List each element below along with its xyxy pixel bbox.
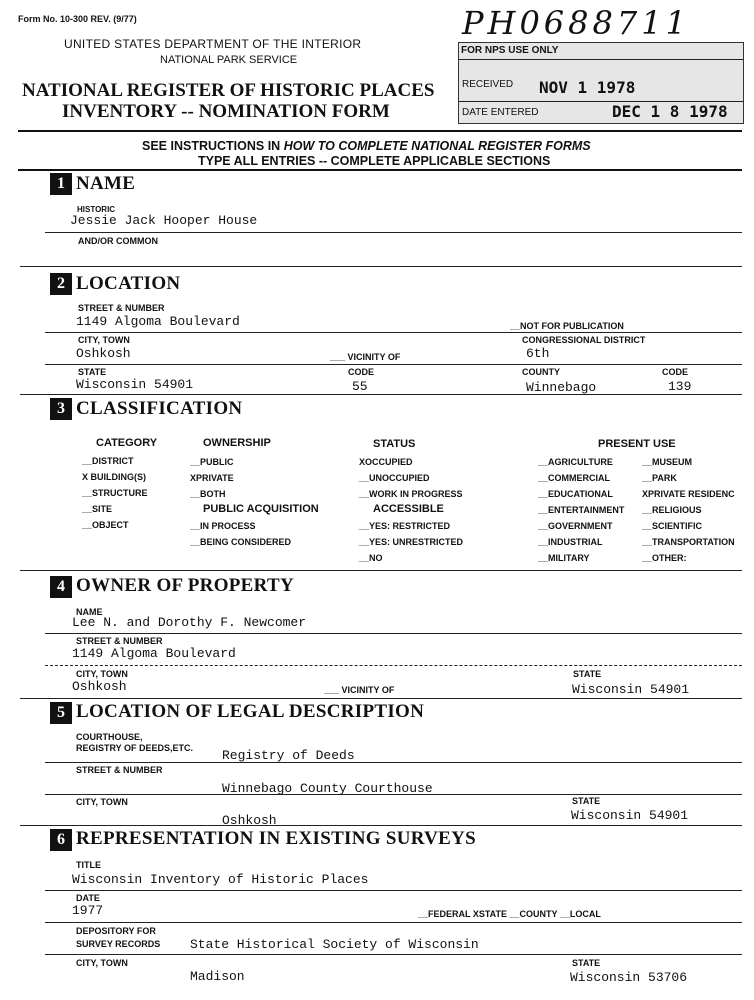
category-option: __DISTRICT (82, 456, 134, 466)
acquisition-option: __IN PROCESS (190, 521, 256, 531)
survey-city-value: Madison (190, 969, 245, 984)
ownership-option: XPRIVATE (190, 473, 234, 483)
form-title-line2: INVENTORY -- NOMINATION FORM (62, 101, 390, 122)
survey-date-label: DATE (76, 893, 100, 903)
owner-city-label: CITY, TOWN (76, 669, 128, 679)
category-option: __STRUCTURE (82, 488, 148, 498)
accessible-option: __YES: UNRESTRICTED (359, 537, 464, 547)
owner-name-label: NAME (76, 607, 103, 617)
category-option: X BUILDING(S) (82, 472, 146, 482)
present-use-option: __AGRICULTURE (538, 457, 613, 467)
survey-title-value: Wisconsin Inventory of Historic Places (72, 872, 369, 887)
category-heading: CATEGORY (96, 437, 158, 449)
present-use-option: __OTHER: (642, 553, 687, 563)
owner-name-value: Lee N. and Dorothy F. Newcomer (72, 615, 307, 630)
ownership-option: __PUBLIC (190, 457, 234, 467)
status-option: __UNOCCUPIED (359, 473, 430, 483)
owner-street-label: STREET & NUMBER (76, 636, 163, 646)
form-title-line1: NATIONAL REGISTER OF HISTORIC PLACES (22, 80, 435, 101)
status-option: XOCCUPIED (359, 457, 413, 467)
form-number: Form No. 10-300 REV. (9/77) (18, 14, 137, 24)
category-option: __OBJECT (82, 520, 129, 530)
section-3-title: CLASSIFICATION (76, 398, 243, 419)
county-code-label: CODE (662, 367, 689, 377)
category-option: __SITE (82, 504, 113, 514)
survey-levels: __FEDERAL XSTATE __COUNTY __LOCAL (418, 909, 601, 919)
present-use-option: __MUSEUM (642, 457, 693, 467)
instructions-line2: TYPE ALL ENTRIES -- COMPLETE APPLICABLE SECTIONS (198, 154, 551, 168)
present-use-option: __EDUCATIONAL (538, 489, 613, 499)
section-6-title: REPRESENTATION IN EXISTING SURVEYS (76, 828, 477, 849)
survey-date-value: 1977 (72, 903, 104, 918)
depository-label-2: SURVEY RECORDS (76, 939, 161, 949)
section-1-number: 1 (50, 173, 72, 195)
survey-title-label: TITLE (76, 860, 101, 870)
county-label: COUNTY (522, 367, 560, 377)
depository-label-1: DEPOSITORY FOR (76, 926, 156, 936)
county-value: Winnebago (526, 380, 597, 395)
owner-city-value: Oshkosh (72, 679, 127, 694)
section-4-title: OWNER OF PROPERTY (76, 575, 295, 596)
section-6-number: 6 (50, 829, 72, 851)
county-code-value: 139 (668, 379, 692, 394)
section-2-number: 2 (50, 273, 72, 295)
section-5-title: LOCATION OF LEGAL DESCRIPTION (76, 701, 425, 722)
handwritten-reference: PH0688711 (462, 4, 690, 42)
street-value: 1149 Algoma Boulevard (76, 314, 240, 329)
state-code-value: 55 (352, 379, 368, 394)
historic-label: HISTORIC (77, 205, 116, 214)
received-date: NOV 1 1978 (539, 78, 636, 97)
historic-name: Jessie Jack Hooper House (70, 213, 258, 228)
registry-label: REGISTRY OF DEEDS,ETC. (76, 743, 194, 753)
city-value: Oshkosh (76, 346, 131, 361)
nps-use-box (458, 42, 744, 124)
street-label: STREET & NUMBER (78, 303, 165, 313)
city-label: CITY, TOWN (78, 335, 130, 345)
acquisition-option: __BEING CONSIDERED (190, 537, 292, 547)
legal-city-label: CITY, TOWN (76, 797, 128, 807)
date-entered-value: DEC 1 8 1978 (612, 102, 728, 121)
legal-street-label: STREET & NUMBER (76, 765, 163, 775)
courthouse-label: COURTHOUSE, (76, 732, 143, 742)
congressional-district-value: 6th (526, 346, 550, 361)
status-heading: STATUS (373, 438, 416, 450)
state-label: STATE (78, 367, 107, 377)
state-code-label: CODE (348, 367, 375, 377)
status-option: __WORK IN PROGRESS (359, 489, 463, 499)
present-use-option: __TRANSPORTATION (642, 537, 735, 547)
instructions-line1: SEE INSTRUCTIONS IN HOW TO COMPLETE NATIONAL REGISTER FORMS (142, 139, 591, 153)
public-acquisition-heading: PUBLIC ACQUISITION (203, 503, 319, 515)
section-2-title: LOCATION (76, 273, 181, 294)
department-name: UNITED STATES DEPARTMENT OF THE INTERIOR (64, 37, 362, 51)
owner-state-value: Wisconsin 54901 (572, 682, 690, 697)
present-use-option: __SCIENTIFIC (642, 521, 703, 531)
present-use-option: __ENTERTAINMENT (538, 505, 625, 515)
service-name: NATIONAL PARK SERVICE (160, 54, 298, 66)
survey-city-label: CITY, TOWN (76, 958, 128, 968)
congressional-district-label: CONGRESSIONAL DISTRICT (522, 335, 646, 345)
state-value: Wisconsin 54901 (76, 377, 194, 392)
legal-street-value: Winnebago County Courthouse (222, 781, 433, 796)
courthouse-value: Registry of Deeds (222, 748, 355, 763)
ownership-option: __BOTH (190, 489, 226, 499)
depository-value: State Historical Society of Wisconsin (190, 937, 479, 952)
common-name-label: AND/OR COMMON (78, 236, 158, 246)
present-use-option: __MILITARY (538, 553, 590, 563)
present-use-heading: PRESENT USE (598, 438, 676, 450)
received-label: RECEIVED (462, 79, 514, 90)
legal-state-value: Wisconsin 54901 (571, 808, 689, 823)
present-use-option: __GOVERNMENT (538, 521, 613, 531)
present-use-option: __PARK (642, 473, 677, 483)
present-use-option: __INDUSTRIAL (538, 537, 603, 547)
nps-box-title: FOR NPS USE ONLY (461, 45, 559, 56)
vicinity-of: ___ VICINITY OF (330, 352, 401, 362)
legal-state-label: STATE (572, 796, 601, 806)
owner-state-label: STATE (573, 669, 602, 679)
accessible-option: __NO (359, 553, 383, 563)
section-5-number: 5 (50, 702, 72, 724)
present-use-option: XPRIVATE RESIDENC (642, 489, 735, 499)
section-3-number: 3 (50, 398, 72, 420)
ownership-heading: OWNERSHIP (203, 437, 271, 449)
section-1-title: NAME (76, 173, 136, 194)
section-4-number: 4 (50, 576, 72, 598)
present-use-option: __COMMERCIAL (538, 473, 611, 483)
accessible-option: __YES: RESTRICTED (359, 521, 451, 531)
survey-state-value: Wisconsin 53706 (570, 970, 688, 985)
survey-state-label: STATE (572, 958, 601, 968)
accessible-heading: ACCESSIBLE (373, 503, 444, 515)
present-use-option: __RELIGIOUS (642, 505, 702, 515)
not-for-publication: __NOT FOR PUBLICATION (510, 321, 624, 331)
date-entered-label: DATE ENTERED (462, 107, 539, 118)
owner-vicinity-of: ___ VICINITY OF (324, 685, 395, 695)
legal-city-value: Oshkosh (222, 813, 277, 828)
owner-street-value: 1149 Algoma Boulevard (72, 646, 236, 661)
